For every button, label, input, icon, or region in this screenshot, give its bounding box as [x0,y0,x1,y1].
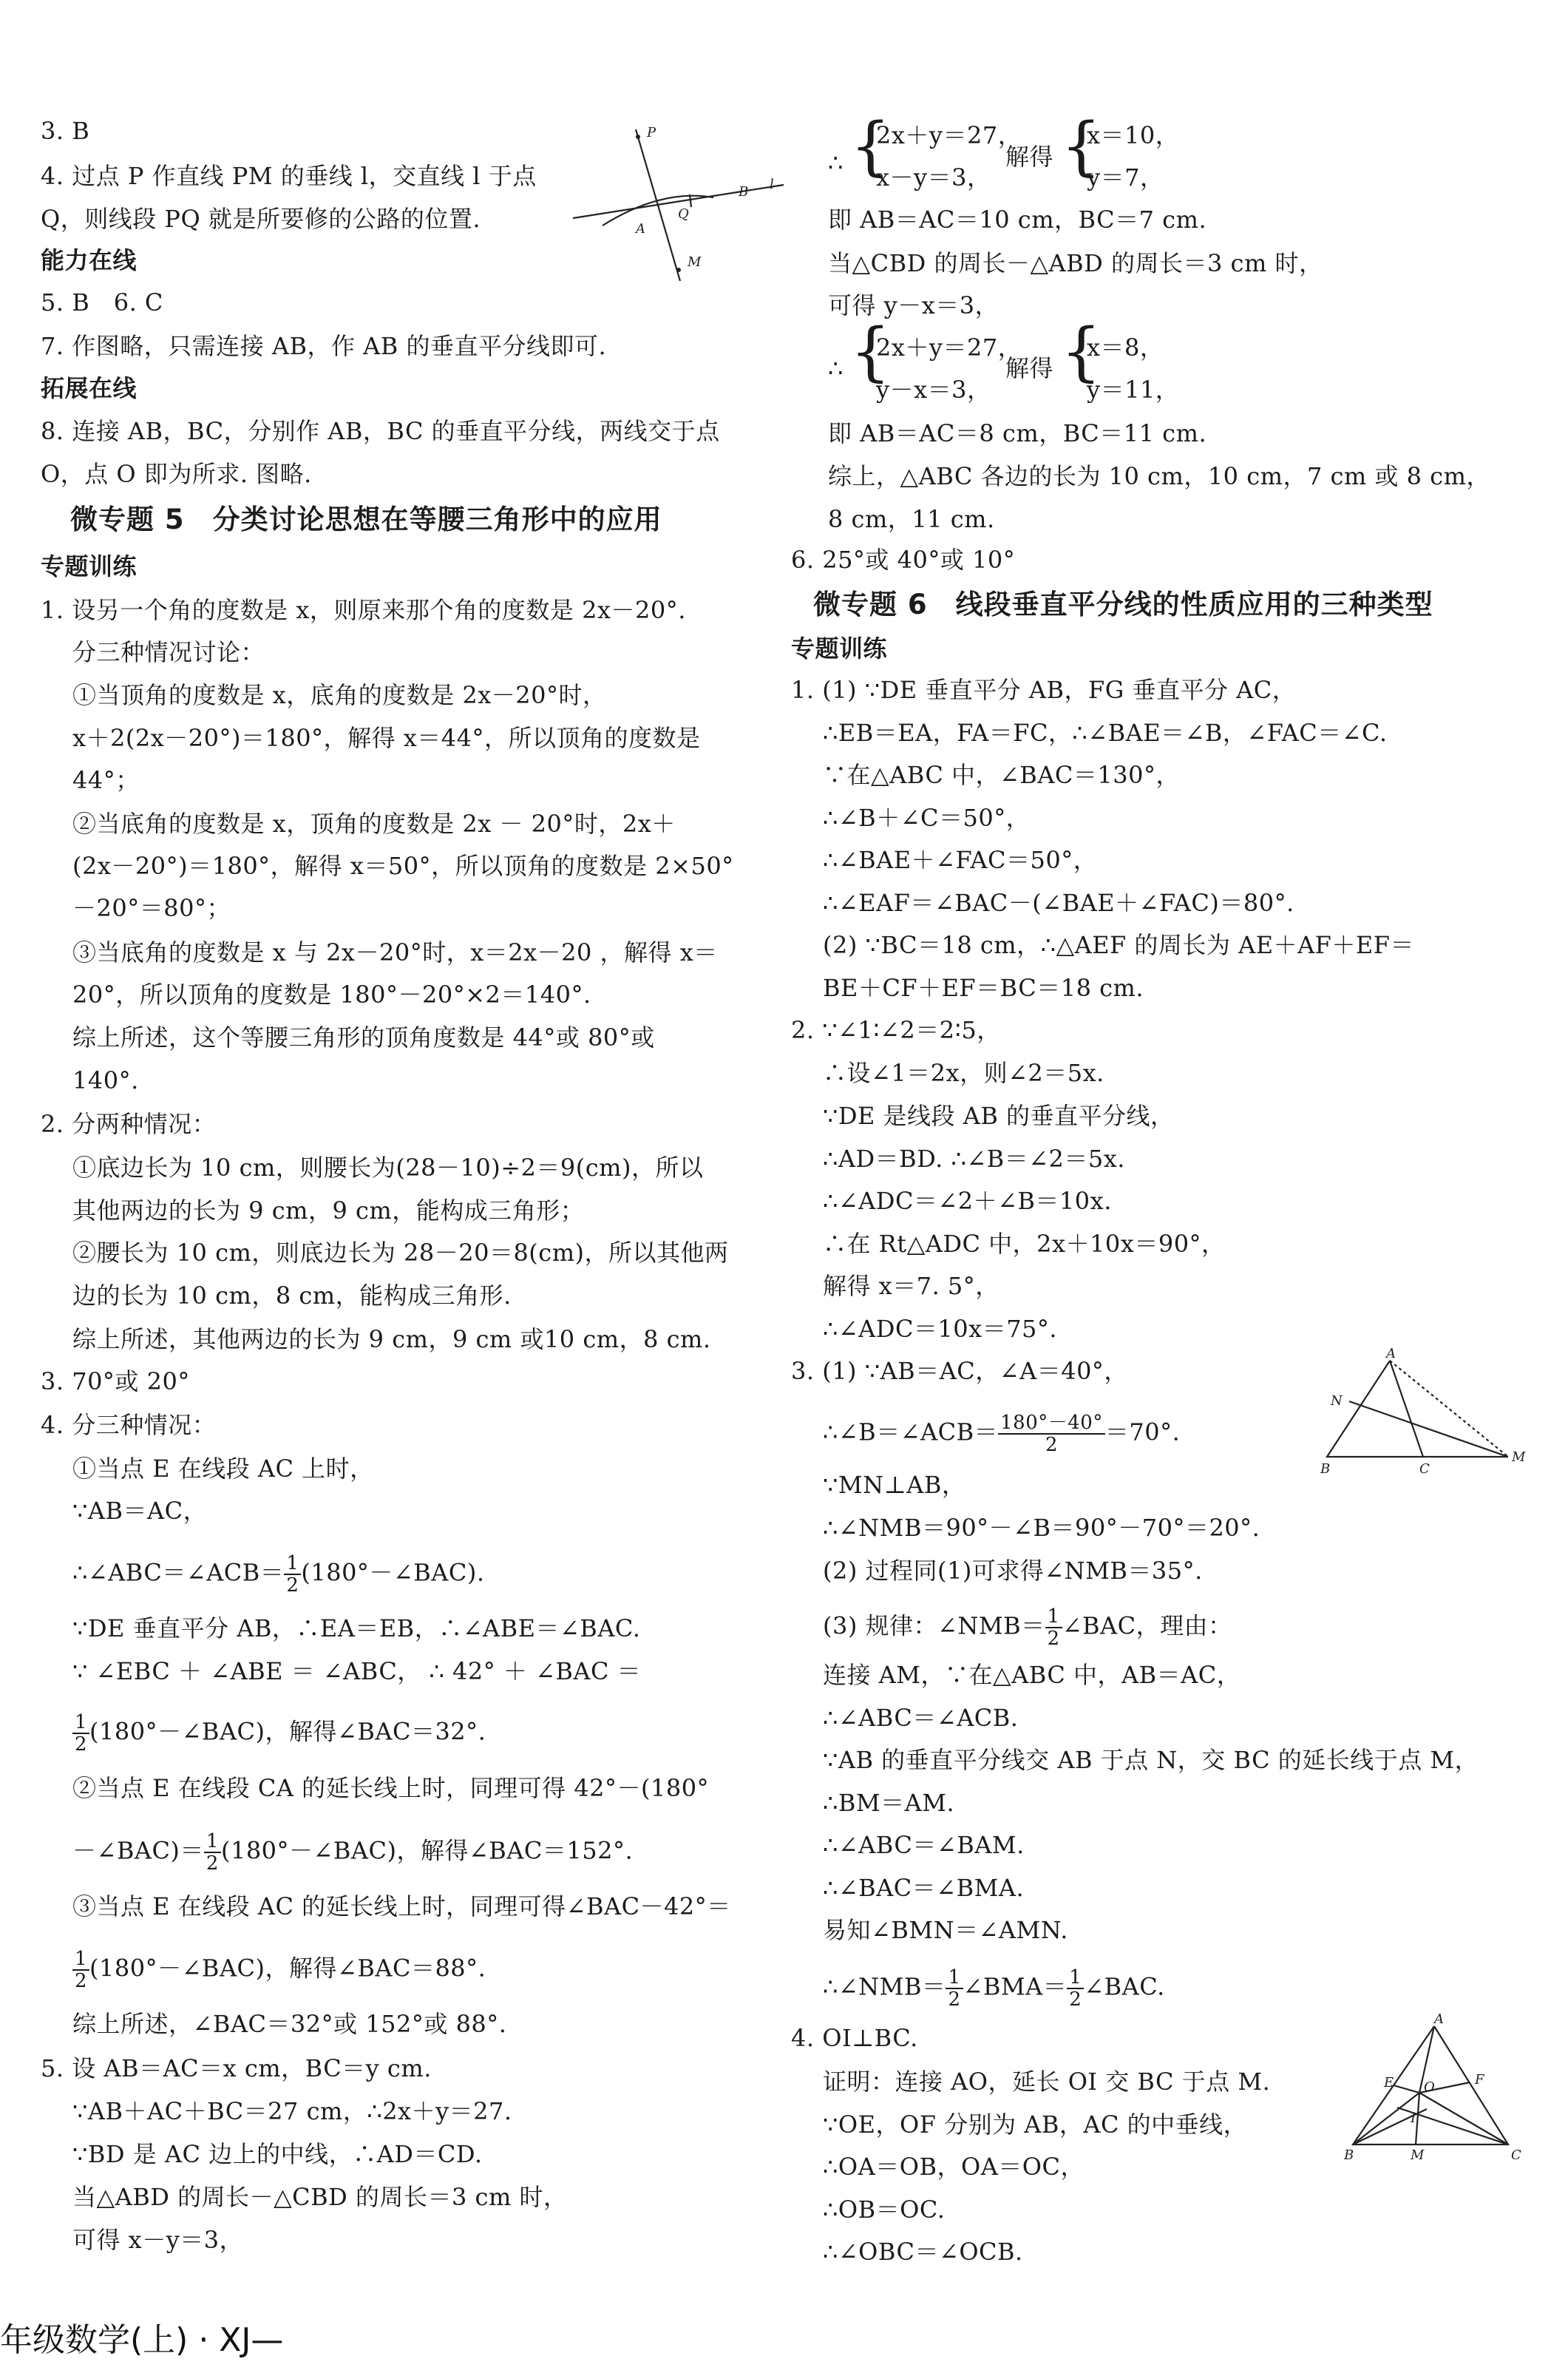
q2-line4: ②腰长为 10 cm，则底边长为 28－20＝8(cm)，所以其他两 [72,1239,729,1267]
q1-line8: －20°＝80°； [72,894,231,922]
r-q3-line4: ∴∠NMB＝90°－∠B＝90°－70°＝20°. [823,1514,1260,1542]
system1-eq1: 2x＋y＝27， [876,121,1022,149]
label-q: Q [678,206,689,222]
system1-brace-left: { [850,109,891,183]
r-q4-line2: 证明：连接 AO，延长 OI 交 BC 于点 M. [823,2068,1271,2096]
q4-line4-text2: (180°－∠BAC). [301,1558,485,1587]
q4-line5: ∵DE 垂直平分 AB，∴EA＝EB，∴∠ABE＝∠BAC. [72,1614,641,1642]
q4-line9-text2: (180°－∠BAC)，解得∠BAC＝152°. [220,1836,634,1865]
r-q3-line14 [823,1967,1165,2010]
label-m: M [688,254,702,270]
q5-r-line1: 即 AB＝AC＝10 cm，BC＝7 cm. [828,206,1207,234]
q2-line3: 其他两边的长为 9 cm，9 cm，能构成三角形； [72,1196,585,1225]
r-q3-line3: ∵MN⊥AB， [823,1471,966,1499]
label-m: M [1411,2147,1425,2159]
system1-solve: 解得 [1005,143,1054,171]
r-q3-line14-text3: ∠BAC. [1084,1972,1165,2001]
figure-perpendicular-pm [573,115,795,292]
r-q3-line6-text2: ∠BAC，理由： [1062,1611,1232,1640]
q2-line1: 2. 分两种情况： [41,1110,217,1138]
q4-line7 [72,1712,486,1755]
q5-r-line2: 当△CBD 的周长－△ABD 的周长＝3 cm 时， [828,249,1323,277]
r-q4-line4: ∴OA＝OB，OA＝OC， [823,2153,1085,2181]
r-q3-line8: ∴∠ABC＝∠ACB. [823,1704,1019,1732]
system1-eq2: x－y＝3， [876,163,991,192]
q4-line9-text: －∠BAC)＝ [72,1836,204,1865]
label-m: M [1512,1449,1526,1465]
r-q3-line6 [823,1606,1232,1649]
r-q1-line7: (2) ∵BC＝18 cm，∴△AEF 的周长为 AE＋AF＋EF＝ [823,931,1414,959]
answer-8-line1: 8. 连接 AB，BC，分别作 AB，BC 的垂直平分线，两线交于点 [41,417,720,445]
q1-line12: 140°. [72,1066,139,1094]
q5-r-line6: 8 cm，11 cm. [828,505,995,533]
label-l: l [770,177,774,192]
q5-line2: ∵AB＋AC＋BC＝27 cm，∴2x＋y＝27. [72,2097,512,2125]
label-a: A [636,221,645,237]
r-q4-line3: ∵OE，OF 分别为 AB，AC 的中垂线， [823,2110,1248,2139]
r-q4-line1: 4. OI⊥BC. [791,2024,918,2052]
label-c: C [1511,2147,1521,2159]
r-q3-line7: 连接 AM，∵在△ABC 中，AB＝AC， [823,1661,1241,1689]
r-q2-line2: ∴设∠1＝2x，则∠2＝5x. [823,1059,1104,1087]
answer-8-line2: O，点 O 即为所求. 图略. [41,460,312,488]
label-b: B [1320,1461,1331,1477]
q4-line3: ∵AB＝AC， [72,1497,208,1525]
q2-line2: ①底边长为 10 cm，则腰长为(28－10)÷2＝9(cm)，所以 [72,1154,704,1182]
r-q4-line6: ∴∠OBC＝∠OCB. [823,2238,1023,2266]
answer-4-line1: 4. 过点 P 作直线 PM 的垂线 l，交直线 l 于点 [41,162,537,190]
r-q3-line11: ∴∠ABC＝∠BAM. [823,1831,1025,1859]
section-heading-ability: 能力在线 [41,246,138,274]
system2-solve: 解得 [1005,354,1054,382]
section-heading-training-2: 专题训练 [791,634,888,663]
answer-5-6: 5. B 6. C [41,288,163,316]
q6-answer: 6. 25°或 40°或 10° [791,546,1016,574]
system2-therefore: ∴ [828,354,844,382]
system2-brace-left: { [850,315,891,389]
r-q1-line5: ∴∠BAE＋∠FAC＝50°， [823,846,1098,874]
q1-line2: 分三种情况讨论： [72,638,265,666]
topic-title-6: 微专题 6 线段垂直平分线的性质应用的三种类型 [813,589,1433,620]
r-q2-line5: ∴∠ADC＝∠2＋∠B＝10x. [823,1187,1112,1215]
label-e: E [1384,2075,1394,2091]
q5-r-line5: 综上，△ABC 各边的长为 10 cm，10 cm，7 cm 或 8 cm， [828,462,1490,490]
q4-line11-text: (180°－∠BAC)，解得∠BAC＝88°. [89,1954,486,1983]
q4-line7-text: (180°－∠BAC)，解得∠BAC＝32°. [89,1717,486,1746]
fraction-half: $\frac{1}{2}$ [72,1949,89,1991]
q3-answer: 3. 70°或 20° [41,1367,190,1395]
r-q3-line2-text2: ＝70°. [1104,1418,1181,1446]
label-i: I [1411,2110,1416,2126]
q1-line10: 20°，所以顶角的度数是 180°－20°×2＝140°. [72,981,591,1009]
q5-line5: 可得 x－y＝3， [72,2226,244,2254]
q5-r-line3: 可得 y－x＝3， [828,291,999,319]
q4-line12: 综上所述，∠BAC＝32°或 152°或 88°. [72,2010,507,2038]
fraction-half: $\frac{1}{2}$ [204,1831,221,1874]
system2-brace-right: { [1061,315,1102,389]
q1-line5: 44°； [72,766,140,794]
r-q1-line4: ∴∠B＋∠C＝50°， [823,804,1031,832]
q1-line4: x＋2(2x－20°)＝180°，解得 x＝44°，所以顶角的度数是 [72,724,701,752]
system1-sol1: x＝10， [1087,121,1180,149]
label-a: A [1434,2011,1444,2027]
r-q4-line5: ∴OB＝OC. [823,2196,946,2224]
label-a: A [1386,1346,1396,1361]
label-c: C [1419,1461,1430,1477]
q4-line2: ①当点 E 在线段 AC 上时， [72,1455,374,1483]
r-q3-line1: 3. (1) ∵AB＝AC，∠A＝40°， [791,1357,1128,1385]
label-o: O [1424,2079,1435,2095]
q2-line6: 综上所述，其他两边的长为 9 cm，9 cm 或10 cm，8 cm. [72,1325,711,1353]
fraction-half: $\frac{1}{2}$ [1045,1606,1062,1649]
system1-therefore: ∴ [828,149,844,177]
q5-line1: 5. 设 AB＝AC＝x cm，BC＝y cm. [41,2054,432,2082]
system2-eq1: 2x＋y＝27， [876,334,1022,362]
r-q1-line2: ∴EB＝EA，FA＝FC，∴∠BAE＝∠B，∠FAC＝∠C. [823,719,1388,747]
answer-7: 7. 作图略，只需连接 AB，作 AB 的垂直平分线即可. [41,332,607,360]
q2-line5: 边的长为 10 cm，8 cm，能构成三角形. [72,1282,512,1310]
r-q3-line6-text: (3) 规律：∠NMB＝ [823,1611,1045,1640]
q4-line9 [72,1831,633,1874]
r-q1-line3: ∵在△ABC 中，∠BAC＝130°， [823,761,1180,789]
system2-sol1: x＝8， [1087,334,1164,362]
system2-sol2: y＝11， [1087,376,1180,404]
system1-brace-right: { [1061,109,1102,183]
q1-line11: 综上所述，这个等腰三角形的顶角度数是 44°或 80°或 [72,1023,655,1052]
q4-line4 [72,1553,485,1596]
q4-line8: ②当点 E 在线段 CA 的延长线上时，同理可得 42°－(180° [72,1774,710,1802]
r-q3-line2-text: ∴∠B＝∠ACB＝ [823,1418,999,1446]
q5-r-line4: 即 AB＝AC＝8 cm，BC＝11 cm. [828,419,1207,447]
q1-line3: ①当顶角的度数是 x，底角的度数是 2x－20°时， [72,681,607,709]
fraction-half: $\frac{1}{2}$ [946,1967,963,2010]
q4-line1: 4. 分三种情况： [41,1411,217,1439]
q1-line7: (2x－20°)＝180°，解得 x＝50°，所以顶角的度数是 2×50° [72,852,734,880]
q5-line3: ∵BD 是 AC 边上的中线，∴AD＝CD. [72,2140,483,2168]
label-b: B [739,184,749,200]
r-q3-line14-text: ∴∠NMB＝ [823,1972,946,2001]
r-q3-line12: ∴∠BAC＝∠BMA. [823,1874,1025,1902]
q1-line9: ③当底角的度数是 x 与 2x－20°时，x＝2x－20 ，解得 x＝ [72,938,718,967]
system2-eq2: y－x＝3， [876,376,991,404]
section-heading-training: 专题训练 [41,552,138,580]
r-q2-line6: ∴在 Rt△ADC 中，2x＋10x＝90°， [823,1230,1226,1258]
q1-line6: ②当底角的度数是 x，顶角的度数是 2x － 20°时，2x＋ [72,810,676,838]
figure-triangle-nm [1294,1346,1538,1479]
label-b: B [1344,2147,1354,2159]
r-q1-line8: BE＋CF＋EF＝BC＝18 cm. [823,974,1144,1002]
answer-3: 3. B [41,117,90,145]
fraction-half: $\frac{1}{2}$ [1067,1967,1084,2010]
topic-title-5: 微专题 5 分类讨论思想在等腰三角形中的应用 [70,504,662,535]
r-q3-line9: ∵AB 的垂直平分线交 AB 于点 N，交 BC 的延长线于点 M， [823,1746,1479,1774]
r-q3-line5: (2) 过程同(1)可求得∠NMB＝35°. [823,1557,1203,1585]
q5-line4: 当△ABD 的周长－△CBD 的周长＝3 cm 时， [72,2183,568,2211]
r-q2-line8: ∴∠ADC＝10x＝75°. [823,1315,1058,1343]
fraction-angle: $\frac{180^\circ-40^\circ}{2}$ [998,1412,1105,1455]
section-heading-extend: 拓展在线 [41,374,138,402]
r-q2-line3: ∵DE 是线段 AB 的垂直平分线， [823,1102,1175,1130]
r-q1-line6: ∴∠EAF＝∠BAC－(∠BAE＋∠FAC)＝80°. [823,889,1294,917]
figure-circumcenter [1323,2011,1538,2159]
fraction-half: $\frac{1}{2}$ [284,1553,301,1596]
r-q3-line10: ∴BM＝AM. [823,1789,955,1817]
system1-sol2: y＝7， [1087,163,1164,192]
r-q3-line14-text2: ∠BMA＝ [963,1972,1068,2001]
page-footer: 年级数学(上) · XJ— [0,2321,284,2359]
label-n: N [1331,1393,1343,1409]
r-q2-line1: 2. ∵∠1∶∠2＝2∶5， [791,1016,1001,1044]
r-q3-line13: 易知∠BMN＝∠AMN. [823,1916,1068,1944]
q4-line6: ∵ ∠EBC ＋ ∠ABE ＝ ∠ABC， ∴ 42° ＋ ∠BAC ＝ [72,1657,642,1685]
label-f: F [1475,2072,1484,2088]
q4-line10: ③当点 E 在线段 AC 的延长线上时，同理可得∠BAC－42°＝ [72,1892,731,1920]
fraction-half: $\frac{1}{2}$ [72,1712,89,1755]
answer-4-line2: Q，则线段 PQ 就是所要修的公路的位置. [41,205,481,233]
r-q1-line1: 1. (1) ∵DE 垂直平分 AB，FG 垂直平分 AC， [791,676,1297,704]
q1-line1: 1. 设另一个角的度数是 x，则原来那个角的度数是 2x－20°. [41,596,686,624]
q4-line11 [72,1949,486,1991]
q4-line4-text: ∴∠ABC＝∠ACB＝ [72,1558,285,1587]
r-q2-line4: ∴AD＝BD. ∴∠B＝∠2＝5x. [823,1145,1125,1173]
r-q2-line7: 解得 x＝7. 5°， [823,1272,999,1300]
r-q3-line2 [823,1412,1180,1455]
label-p: P [647,125,656,141]
